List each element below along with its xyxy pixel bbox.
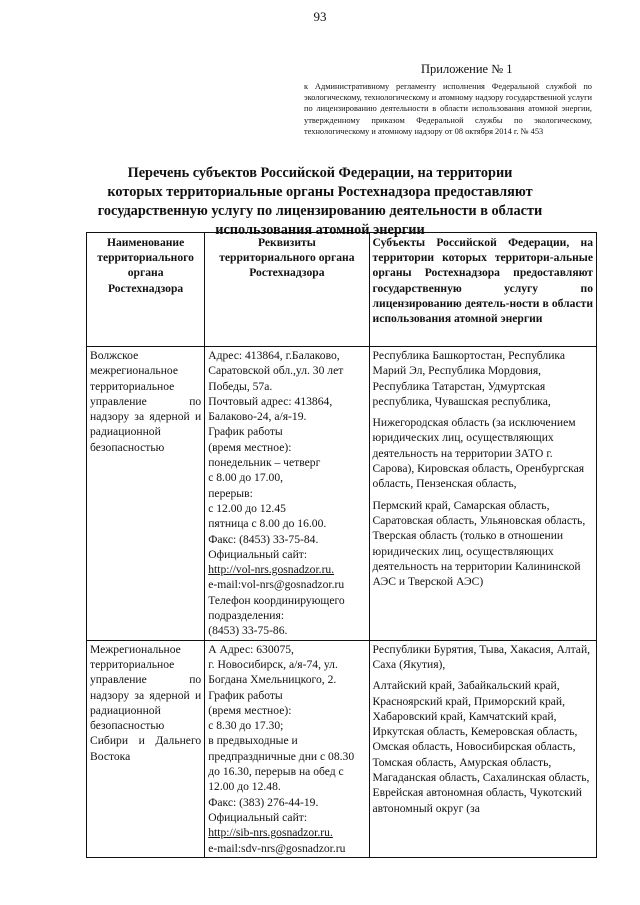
appendix-title: Приложение № 1: [421, 62, 513, 76]
table-row: [87, 347, 597, 641]
table-header-row: [87, 233, 597, 347]
requisites-contacts: e-mail:vol-nrs@gosnadzor.ru Телефон координирующего подразделения: (8453) 33-75-86.: [208, 578, 345, 638]
authority-name-cell: Волжское межрегиональное территориальное управление по надзору за ядерной и радиационной безопасностью: [87, 347, 205, 641]
page-number: 93: [313, 9, 327, 24]
subjects-paragraph: Нижегородская область (за исключением юридических лиц, осуществляющих деятельность на территории ЗАТО г. Сарова), Кировская область, Оренбургская область, Пензенская область,: [372, 416, 585, 491]
subjects-paragraph: Республика Башкортостан, Республика Марий Эл, Республика Мордовия, Республика Татарстан, Удмуртская республика, Чувашская республика,: [372, 349, 565, 408]
subjects-cell: [369, 640, 596, 857]
subjects-paragraph: Пермский край, Самарская область, Саратовская область, Ульяновская область, Тверская область (только в отношении юридических лиц, осуществляющих деятельность на территории Калининской АЭС и Тверской АЭС): [372, 498, 586, 589]
requisites-cell: [205, 347, 369, 641]
subjects-paragraph: Алтайский край, Забайкальский край, Красноярский край, Приморский край, Хабаровский край, Камчатский край, Иркутская область, Кемеровская область, Омская область, Новосибирская область, Томская область, Амурская область, Магаданская область, Сахалинская область, Еврейская автономная область, Чукотский автономный округ (за: [372, 679, 590, 815]
header-subjects: Субъекты Российской Федерации, на территории которых территори-альные органы Ростехнадзора предоставляют государственную услугу по лицензированию деятель-ности в области использования атомной энергии: [369, 233, 596, 347]
appendix-block: [304, 62, 592, 137]
document-title: [70, 164, 570, 240]
requisites-text: А Адрес: 630075, г. Новосибирск, а/я-74, ул. Богдана Хмельницкого, 2. График работы (время местное): с 8.30 до 17.30; в предвыходные и предпраздничные дни с 08.30 до 16.30, перерыв на обед с 12.00 до 12.48. Факс: (383) 276-44-19. Официальный сайт:: [208, 642, 355, 824]
title-line: использования атомной энергии: [215, 222, 425, 238]
appendix-text: к Административному регламенту исполнения Федеральной службой по экологическому, технологическому и атомному надзору государственной услуги по лицензированию деятельности в области использования атомной энергии, утвержденному приказом Федеральной службы по экологическому, технологическому и атомному надзору от 08 октября 2014 г. № 453: [304, 82, 592, 136]
title-line: которых территориальные органы Ростехнадзора предоставляют: [107, 184, 533, 200]
title-line: Перечень субъектов Российской Федерации, на территории: [127, 165, 513, 181]
subjects-paragraph: Республики Бурятия, Тыва, Хакасия, Алтай, Саха (Якутия),: [372, 642, 591, 671]
authority-name-cell: Межрегиональное территориальное управление по надзору за ядерной и радиационной безопасностью Сибири и Дальнего Востока: [87, 640, 205, 857]
requisites-text: Адрес: 413864, г.Балаково, Саратовской обл.,ул. 30 лет Победы, 57а. Почтовый адрес: 413864, Балаково-24, а/я-19. График работы (время местное): понедельник – четверг с 8.00 до 17.00, перерыв: с 12.00 до 12.45 пятница с 8.00 до 16.00. Факс: (8453) 33-75-84. Официальный сайт:: [208, 349, 344, 561]
header-requisites: Реквизиты территориального органа Ростехнадзора: [205, 233, 369, 347]
subjects-cell: [369, 347, 596, 641]
requisites-contacts: e-mail:sdv-nrs@gosnadzor.ru: [208, 841, 346, 855]
table-row: [87, 640, 597, 857]
requisites-cell: [205, 640, 369, 857]
header-authority-name: Наименование территориального органа Ростехнадзора: [87, 233, 205, 347]
website-link[interactable]: http://sib-nrs.gosnadzor.ru.: [208, 826, 333, 840]
title-line: государственную услугу по лицензированию деятельности в области: [97, 203, 543, 219]
subjects-table: [86, 232, 597, 858]
website-link[interactable]: http://vol-nrs.gosnadzor.ru.: [208, 563, 335, 577]
